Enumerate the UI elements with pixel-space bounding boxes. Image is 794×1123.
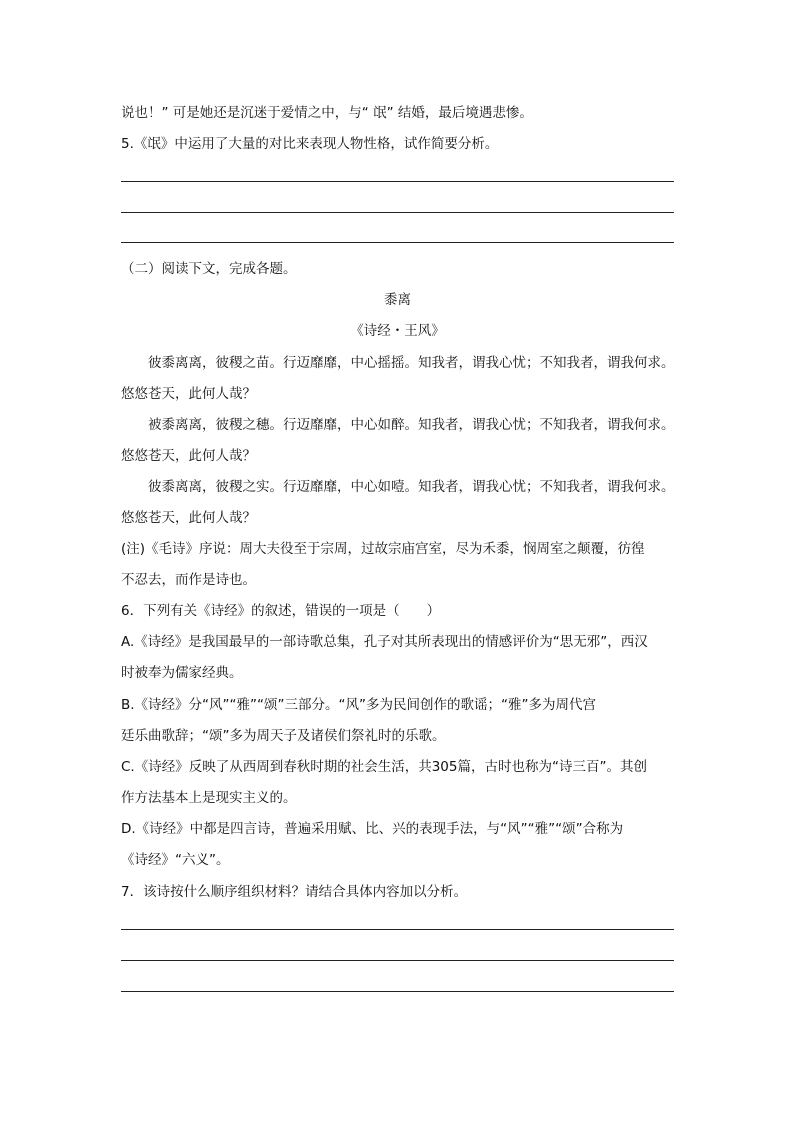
answer-line[interactable]	[121, 181, 674, 182]
answer-line[interactable]	[121, 212, 674, 213]
answer-line[interactable]	[121, 929, 674, 930]
poem-stanza-2-line-2: 悠悠苍天，此何人哉？	[121, 448, 256, 464]
poem-source: 《诗经・王风》	[350, 323, 445, 339]
question-4-tail: 说也！” 可是她还是沉迷于爱情之中，与“ 氓” 结婚，最后境遇悲惨。	[121, 105, 533, 121]
question-6-stem: 6．下列有关《诗经》的叙述，错误的一项是（ ）	[121, 603, 441, 619]
option-a-line-2[interactable]: 时被奉为儒家经典。	[121, 665, 243, 681]
question-7: 7．该诗按什么顺序组织材料？请结合具体内容加以分析。	[121, 884, 468, 900]
section-heading: （二）阅读下文，完成各题。	[121, 261, 297, 277]
answer-line[interactable]	[121, 242, 674, 243]
poem-title: 黍离	[384, 292, 411, 308]
answer-line[interactable]	[121, 960, 674, 961]
poem-stanza-2-line-1: 被黍离离，彼稷之穗。行迈靡靡，中心如醉。知我者，谓我心忧；不知我者，谓我何求。	[148, 417, 675, 433]
poem-stanza-1-line-2: 悠悠苍天，此何人哉？	[121, 386, 256, 402]
option-c-line-2[interactable]: 作方法基本上是现实主义的。	[121, 790, 297, 806]
option-c-line-1[interactable]: C.《诗经》反映了从西周到春秋时期的社会生活，共305篇，古时也称为“诗三百”。其创	[121, 759, 647, 775]
note-line-1: (注)《毛诗》序说：周大夫役至于宗周，过故宗庙宫室，尽为禾黍，悯周室之颠覆，彷徨	[121, 541, 645, 557]
option-d-line-2[interactable]: 《诗经》“六义”。	[121, 852, 230, 868]
note-line-2: 不忍去，而作是诗也。	[121, 572, 256, 588]
poem-stanza-1-line-1: 彼黍离离，彼稷之苗。行迈靡靡，中心摇摇。知我者，谓我心忧；不知我者，谓我何求。	[148, 355, 675, 371]
question-5: 5.《氓》中运用了大量的对比来表现人物性格，试作简要分析。	[121, 136, 499, 152]
poem-stanza-3-line-2: 悠悠苍天，此何人哉？	[121, 510, 256, 526]
poem-stanza-3-line-1: 彼黍离离，彼稷之实。行迈靡靡，中心如噎。知我者，谓我心忧；不知我者，谓我何求。	[148, 479, 675, 495]
option-a-line-1[interactable]: A.《诗经》是我国最早的一部诗歌总集，孔子对其所表现出的情感评价为“思无邪”，西汉	[121, 634, 648, 650]
option-b-line-2[interactable]: 廷乐曲歌辞；“颂”多为周天子及诸侯们祭礼时的乐歌。	[121, 728, 446, 744]
option-b-line-1[interactable]: B.《诗经》分“风”“雅”“颂”三部分。“风”多为民间创作的歌谣；“雅”多为周代宫	[121, 697, 596, 713]
option-d-line-1[interactable]: D.《诗经》中都是四言诗，普遍采用赋、比、兴的表现手法，与“风”“雅”“颂”合称为	[121, 821, 624, 837]
answer-line[interactable]	[121, 991, 674, 992]
